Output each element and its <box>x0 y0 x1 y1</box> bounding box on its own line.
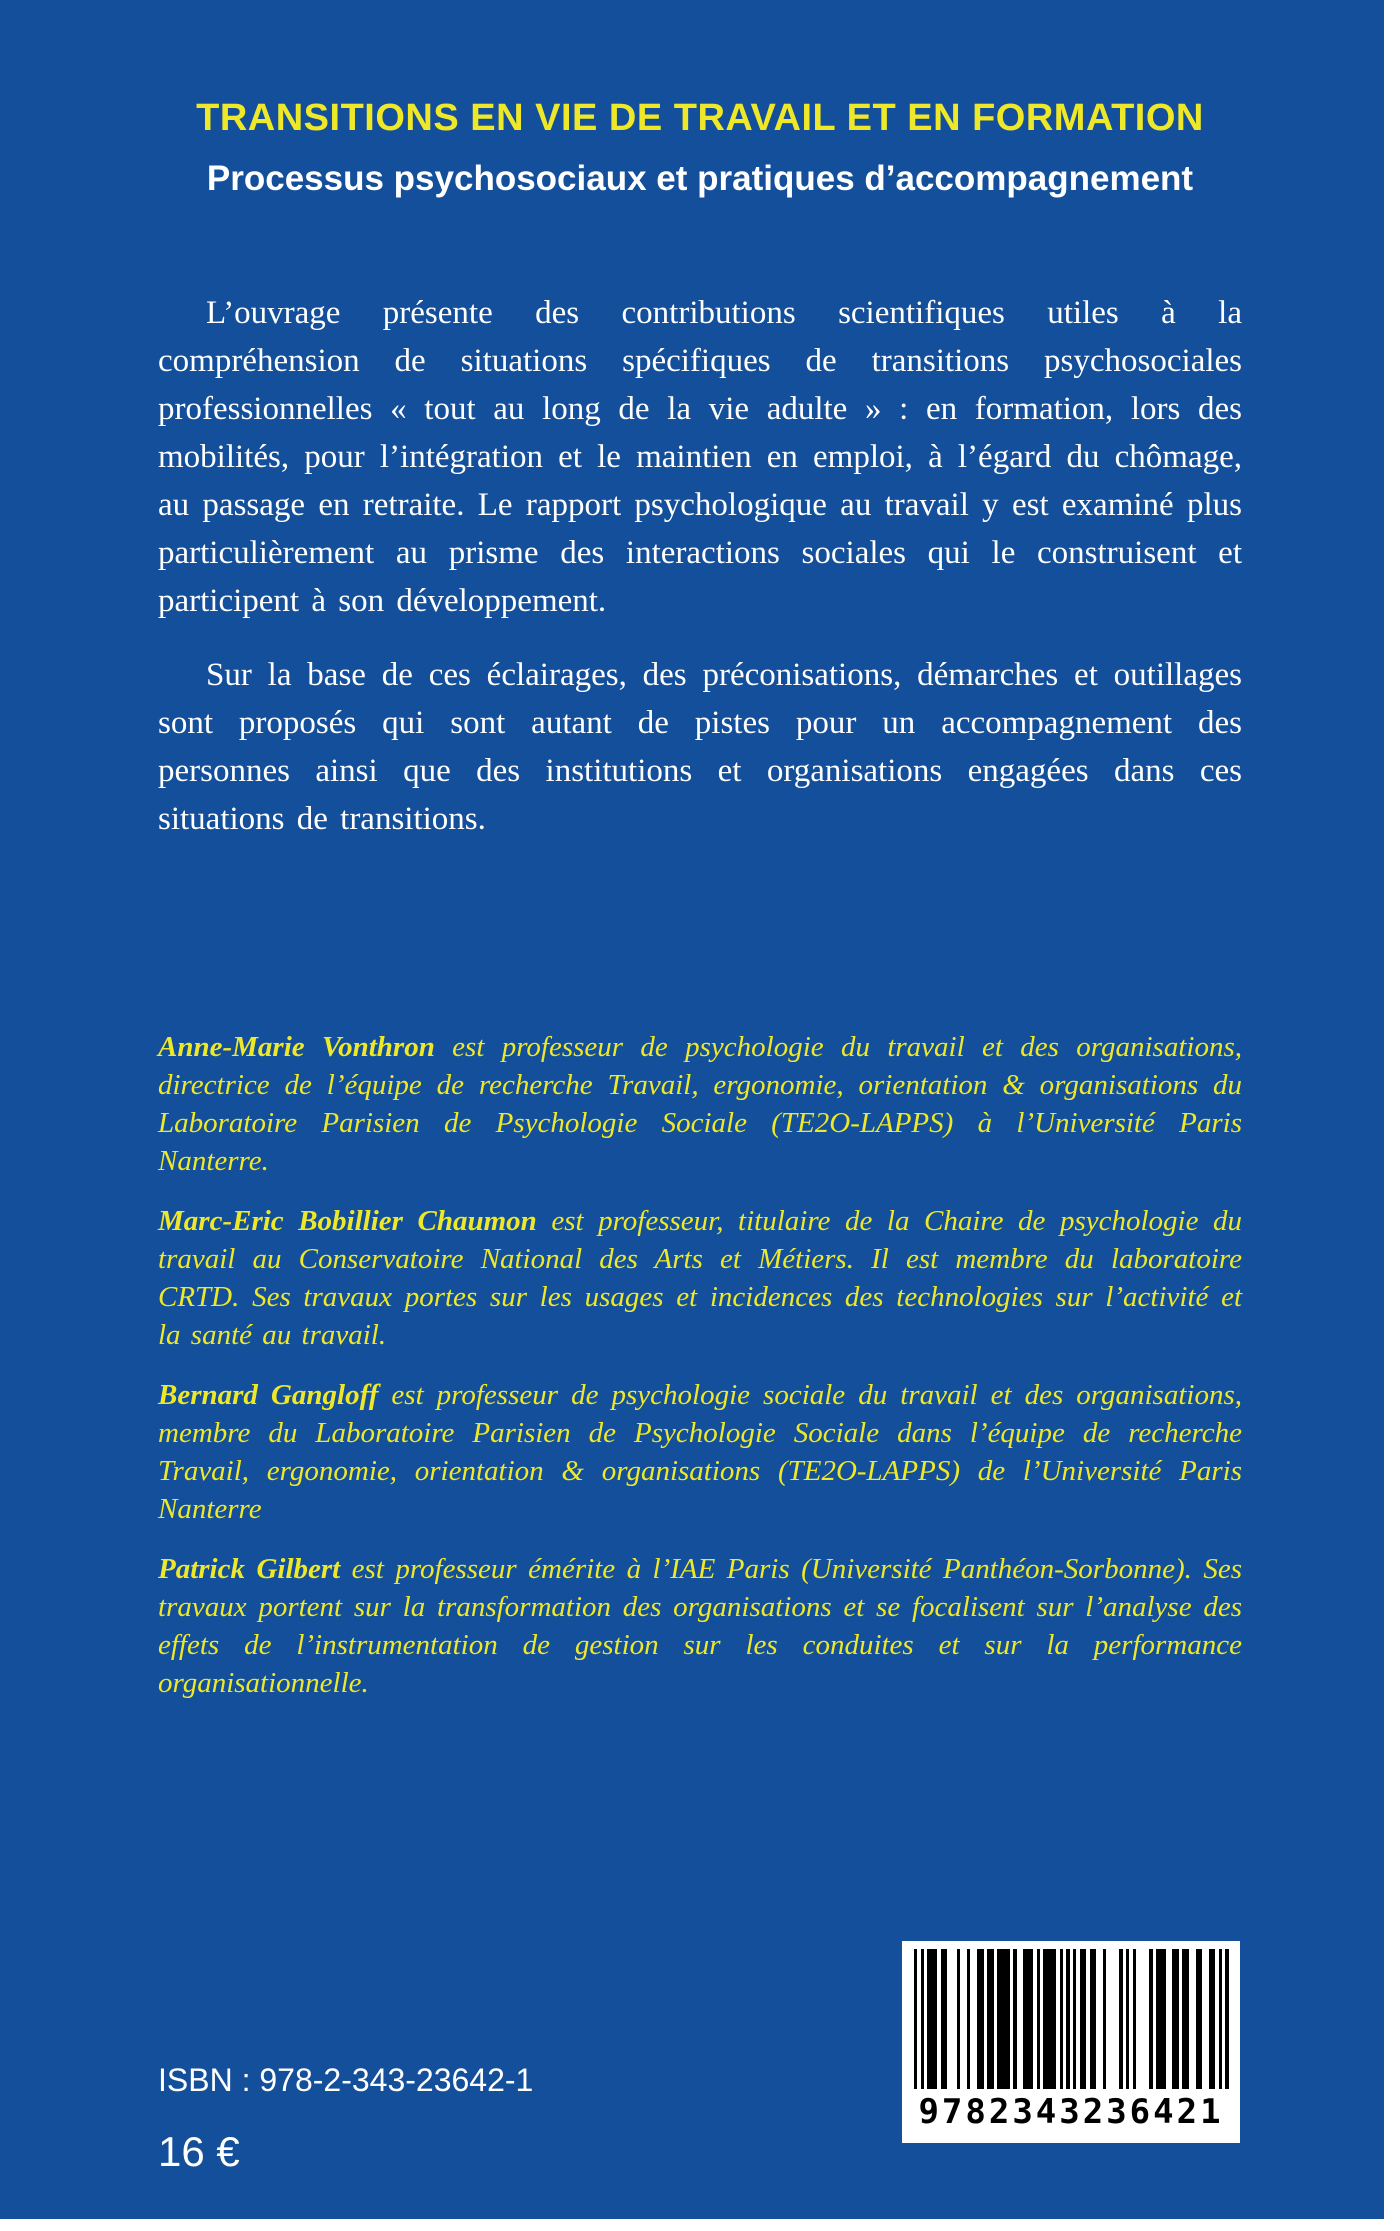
barcode-bars <box>914 1949 1228 2089</box>
author-name-3: Bernard Gangloff <box>158 1379 379 1411</box>
author-name-2: Marc-Eric Bobillier Chaumon <box>158 1205 537 1237</box>
cover-header <box>158 95 1242 201</box>
author-bio-text-1: est professeur de psychologie du travail et des organisations, directrice de l’équipe de recherche Travail, ergonomie, orientation & organisations du Laboratoire Parisien de Psychologie Sociale (TE2O-LAPPS) à l’Université Paris Nanterre. <box>158 1031 1242 1177</box>
barcode-digits: 9782343236421 <box>918 2092 1224 2132</box>
author-name-4: Patrick Gilbert <box>158 1553 341 1585</box>
author-bios-section <box>158 1028 1242 1702</box>
book-title: TRANSITIONS EN VIE DE TRAVAIL ET EN FORMATION <box>196 97 1204 139</box>
author-bio-text-2: est professeur, titulaire de la Chaire de psychologie du travail au Conservatoire National des Arts et Métiers. Il est membre du laboratoire CRTD. Ses travaux portes sur les usages et incidences des technologies sur l’activité et la santé au travail. <box>158 1205 1243 1351</box>
barcode <box>902 1941 1240 2143</box>
author-bio-text-4: est professeur émérite à l’IAE Paris (Université Panthéon-Sorbonne). Ses travaux portent sur la transformation des organisations et se focalisent sur l’analyse des effets de l’instrumentation de gestion sur les conduites et sur la performance organisationnelle. <box>158 1553 1242 1699</box>
synopsis-section <box>158 289 1242 843</box>
price-label: 16 € <box>158 2128 240 2175</box>
author-bio-3 <box>158 1376 1242 1528</box>
isbn-label: ISBN : 978-2-343-23642-1 <box>158 2062 534 2098</box>
author-bio-1 <box>158 1028 1242 1180</box>
author-bio-2 <box>158 1202 1242 1354</box>
synopsis-paragraph-1: L’ouvrage présente des contributions scientifiques utiles à la compréhension de situations spécifiques de transitions psychosociales professionnelles « tout au long de la vie adulte » : en formation, lors des mobilités, pour l’intégration et le maintien en emploi, à l’égard du chômage, au passage en retraite. Le rapport psychologique au travail y est examiné plus particulièrement au prisme des interactions sociales qui le construisent et participent à son développement. <box>158 295 1242 619</box>
barcode-bar <box>1225 1949 1228 2089</box>
author-bio-text-3: est professeur de psychologie sociale du travail et des organisations, membre du Laboratoire Parisien de Psychologie Sociale dans l’équipe de recherche Travail, ergonomie, orientation & organisations (TE2O-LAPPS) de l’Université Paris Nanterre <box>158 1379 1242 1525</box>
author-name-1: Anne-Marie Vonthron <box>158 1031 435 1063</box>
author-bio-4 <box>158 1550 1242 1702</box>
synopsis-paragraph-2: Sur la base de ces éclairages, des préconisations, démarches et outillages sont proposés qui sont autant de pistes pour un accompagnement des personnes ainsi que des institutions et organisations engagées dans ces situations de transitions. <box>158 657 1242 837</box>
book-subtitle: Processus psychosociaux et pratiques d’accompagnement <box>206 159 1194 198</box>
